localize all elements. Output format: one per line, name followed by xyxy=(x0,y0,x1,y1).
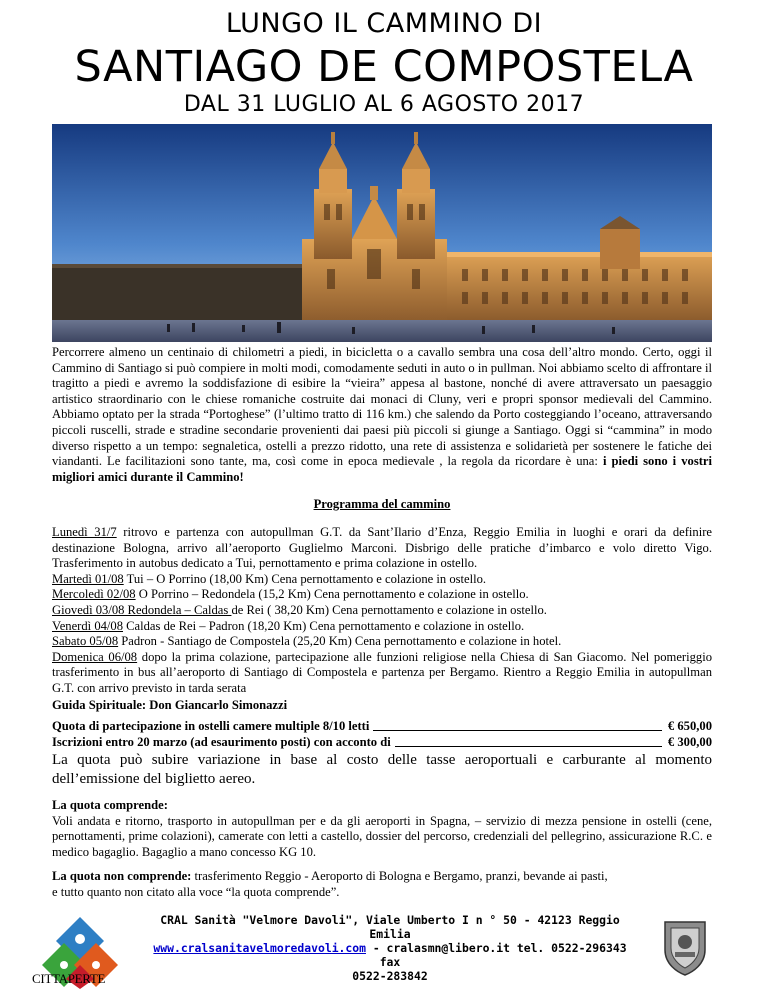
itinerary-day xyxy=(52,619,712,635)
price-label: Quota di partecipazione in ostelli camere multiple 8/10 letti xyxy=(52,719,370,733)
program-title: Programma del cammino xyxy=(313,497,451,511)
itinerary-day xyxy=(52,634,712,650)
leader-line xyxy=(395,735,662,747)
footer-contact xyxy=(140,913,640,983)
excludes-text-2: e tutto quanto non citato alla voce “la quota comprende”. xyxy=(52,884,340,899)
price-row-participation xyxy=(52,719,712,734)
leader-line xyxy=(373,719,662,731)
title-main: SANTIAGO DE COMPOSTELA xyxy=(74,42,694,92)
day-text: Tui – O Porrino (18,00 Km) Cena pernottamento e colazione in ostello. xyxy=(123,571,487,586)
day-label: Lunedì 31/7 xyxy=(52,525,117,539)
itinerary-day xyxy=(52,650,712,697)
itinerary xyxy=(52,525,712,697)
cittaperte-logo-text: CITTAPERTE xyxy=(32,971,106,986)
price-row-deposit xyxy=(52,735,712,750)
itinerary-day xyxy=(52,525,712,572)
website-link[interactable]: www.cralsanitavelmoredavoli.com xyxy=(153,941,366,955)
footer-fax: 0522-283842 xyxy=(352,969,428,983)
includes-title: La quota comprende: xyxy=(52,798,168,812)
includes-text: Voli andata e ritorno, trasporto in autopullman per e da gli aeroporti in Spagna, – servizio di mezza pensione in ostelli (cene, pernottamenti, prime colazioni), camerate con letti a castello, dossier del percorso, credenziali del pellegrino, assicurazione R.C. e medico bagaglio. Bagaglio a mano concesso KG 10. xyxy=(52,813,712,859)
day-text: de Rei ( 38,20 Km) Cena pernottamento e colazione in ostello. xyxy=(231,602,547,617)
day-label: Domenica 06/08 xyxy=(52,649,138,664)
includes-section xyxy=(52,798,712,860)
price-label: Iscrizioni entro 20 marzo (ad esaurimento posti) con acconto di xyxy=(52,735,391,749)
day-text: Caldas de Rei – Padron (18,20 Km) Cena pernottamento e colazione in ostello. xyxy=(123,618,525,633)
itinerary-day xyxy=(52,603,712,619)
day-text: O Porrino – Redondela (15,2 Km) Cena pernottamento e colazione in ostello. xyxy=(135,587,529,602)
title-dates: DAL 31 LUGLIO AL 6 AGOSTO 2017 xyxy=(183,92,585,117)
itinerary-day xyxy=(52,587,712,603)
day-text: Padron - Santiago de Compostela (25,20 Km) Cena pernottamento e colazione in hotel. xyxy=(118,634,562,649)
day-text: dopo la prima colazione, partecipazione alle funzioni religiose nella Chiesa di San Giacomo. Nel pomeriggio trasferimento in bus all’aeroporto di Santiago di Compostela e partenza per Bergamo. Rientro a Reggio Emilia in autopullman G.T. con arrivo previsto in tarda serata xyxy=(52,649,712,695)
day-label: Giovedì 03/08 Redondela – Caldas xyxy=(52,602,232,617)
footer-address: CRAL Sanità "Velmore Davoli", Viale Umberto I n ° 50 - 42123 Reggio Emilia xyxy=(160,913,620,941)
title-line-1: LUNGO IL CAMMINO DI xyxy=(225,8,543,39)
day-label: Mercoledì 02/08 xyxy=(52,587,136,602)
crest-icon xyxy=(663,920,707,976)
intro-text: Percorrere almeno un centinaio di chilometri a piedi, in bicicletta o a cavallo sembra una cosa dell’altro mondo. Certo, oggi il Cammino di Santiago si può compiere in molti modi, comodamente seduti in auto o in pullman. Noi abbiamo scelto di affrontare il tragitto a piedi e avremo la soddisfazione di esibire la “vieira” appesa al bastone, nonché di avere attraversato un paesaggio artistico straordinario con le chiese romaniche costruite dai monaci di Cluny, veri e propri sponsor medievali del Cammino. Abbiamo optato per la strada “Portoghese” (l’ultimo tratto di 116 km.) che salendo da Porto costeggiando l’oceano, attraversando piccoli ruscelli, strade e stradine secondarie provenienti dai paesi più piccoli si giunge a Santiago. Oggi si “cammina” in modo diverso rispetto a un tempo: segnaletica, ostelli a prezzo ridotto, una rete di assistenza e solidarietà per sostenere le fatiche dei viandanti. Le facilitazioni sono tante, ma, così come in epoca medievale , la regola da ricordare è una: xyxy=(52,345,712,469)
cathedral-photo xyxy=(52,124,712,342)
day-label: Venerdì 04/08 xyxy=(52,618,123,633)
price-value: € 300,00 xyxy=(667,735,712,749)
itinerary-day xyxy=(52,572,712,588)
day-label: Martedì 01/08 xyxy=(52,571,124,586)
excludes-text: trasferimento Reggio - Aeroporto di Bologna e Bergamo, pranzi, bevande ai pasti, xyxy=(191,869,608,883)
price-variation-note: La quota può subire variazione in base al costo delle tasse aeroportuali e carburante al momento dell’emissione del biglietto aereo. xyxy=(52,752,712,787)
intro-paragraph xyxy=(52,345,712,485)
spiritual-guide: Guida Spirituale: Don Giancarlo Simonazzi xyxy=(52,698,288,712)
day-text: ritrovo e partenza con autopullman G.T. da Sant’Ilario d’Enza, Reggio Emilia in luoghi e orari da definire destinazione Bologna, arrivo all’aeroporto Guglielmo Marconi. Disbrigo delle pratiche d’imbarco e volo diretto Vigo. Trasferimento in autobus dedicato a Tui, pernottamento e prima colazione in ostello. xyxy=(52,525,712,571)
intro-bold-text: i piedi sono i vostri migliori amici durante il Cammino! xyxy=(52,454,712,484)
footer-contact-rest: - cralasmn@libero.it tel. 0522-296343 fax xyxy=(365,941,627,969)
day-label: Sabato 05/08 xyxy=(52,634,119,649)
excludes-section xyxy=(52,869,712,900)
price-value: € 650,00 xyxy=(667,719,712,733)
excludes-title: La quota non comprende: xyxy=(52,869,192,883)
